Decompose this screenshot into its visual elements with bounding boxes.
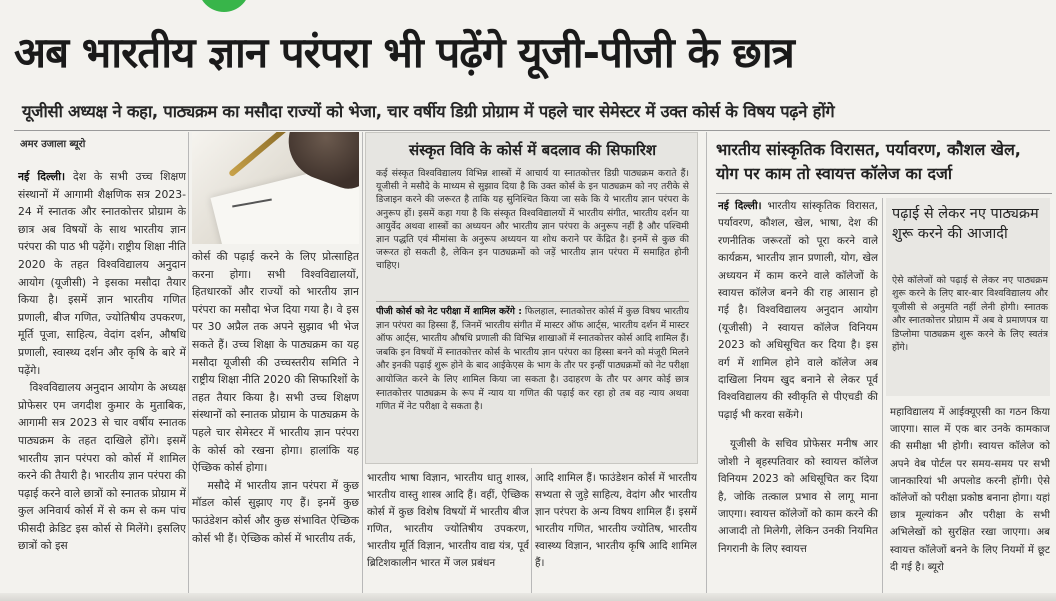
column-1-text-2: विश्वविद्यालय अनुदान आयोग के अध्यक्ष प्रोफेसर एम जगदीश कुमार के मुताबिक, आगामी सत्र 2023 से चार वर्षीय स्नातक पाठ्यक्रम के तहत दाखिले होंगे। इसमें भारतीय ज्ञान परंपरा को कोर्स में शामिल करने की तैयारी है। भारतीय ज्ञान परंपरा की पढ़ाई करने वाले छात्रों को स्नातक प्रोग्राम में कुल अनिवार्य कोर्स में से कम से कम पांच फीसदी क्रेडिट इस कोर्स से मिलेंगे। इसलिए छात्रों को इस	[18, 381, 186, 553]
sanskrit-university-box	[365, 132, 698, 464]
column-2	[192, 248, 359, 596]
divider	[716, 193, 1052, 194]
column-5-text-2: यूजीसी के सचिव प्रोफेसर मनीष आर जोशी ने बृहस्पतिवार को स्वायत्त कॉलेज विनियम 2023 को अधिसूचित कर दिया है, जोकि तत्काल प्रभाव से लागू माना जाएगा। स्वायत्त कॉलेजों को काम करने की आजादी तो मिलेगी, लेकिन उनकी नियमित निगरानी के लिए स्वायत्त	[718, 438, 878, 555]
box-title: संस्कृत विवि के कोर्स में बदलाव की सिफारिश	[408, 141, 657, 159]
column-divider	[362, 132, 363, 601]
column-2-text: कोर्स की पढ़ाई करने के लिए प्रोत्साहित करना होगा। सभी विश्वविद्यालयों, हितधारकों और राज्यों को भारतीय ज्ञान परंपरा का मसौदा भेज दिया गया है। वे इस पर 30 अप्रैल तक अपने सुझाव भी भेज सकते हैं। उच्च शिक्षा के पाठ्यक्रम का यह मसौदा यूजीसी की उच्चस्तरीय समिति ने राष्ट्रीय शिक्षा नीति 2020 की सिफारिशों के तहत तैयार किया है। सभी उच्च शिक्षण संस्थानों को स्नातक प्रोग्राम के पाठ्यक्रम के पहले चार सेमेस्टर में भारतीय ज्ञान परंपरा के कोर्स को रखना होगा। हालांकि यह ऐच्छिक कोर्स होगा।	[192, 250, 359, 475]
box-sub-heading: पीजी कोर्स को नेट परीक्षा में शामिल करेंगे :	[376, 306, 522, 317]
box-body: कई संस्कृत विश्वविद्यालय विभिन्न शास्त्रों में आचार्य या स्नातकोत्तर डिग्री पाठ्यक्रम कराते हैं। यूजीसी ने मसौदे के माध्यम से सुझाव दिया है कि उक्त कोर्स के इन पाठ्यक्रम को नए तरीके से डिजाइन करने की जरूरत है ताकि यह सुनिश्चित किया जा सके कि ये भारतीय ज्ञान परंपरा के अनुरूप हों। इसमें कहा गया है कि संस्कृत विश्वविद्यालयों में भारतीय संगीत, भारतीय दर्शन या आयुर्वेद अथवा शास्त्रों का अध्ययन और भारतीय ज्ञान परंपरा के अनुरूप नहीं है और पश्चिमी ज्ञान पद्धति एवं मीमांसा के अनुरूप अध्ययन या शोध कराने पर केंद्रित है। इनमें से कुछ की जरूरत हो सकती है, लेकिन इन पाठ्यक्रमों को जड़ें भारतीय ज्ञान परंपरा में समाहित होनी चाहिए।	[376, 168, 689, 272]
side-box-body: ऐसे कॉलेजों को पढ़ाई से लेकर नए पाठ्यक्रम शुरू करने के लिए बार-बार विश्वविद्यालय और यूजीसी से अनुमति नहीं लेनी होगी। स्नातक और स्नातकोत्तर प्रोग्राम में अब वे प्रमाणपत्र या डिप्लोमा पाठ्यक्रम शुरू करने के लिए स्वतंत्र होंगे।	[892, 275, 1048, 354]
column-2-text-2: मसौदे में भारतीय ज्ञान परंपरा में कुछ मॉडल कोर्स सुझाए गए हैं। इनमें कुछ फाउंडेशन कोर्स और कुछ संभावित ऐच्छिक कोर्स भी हैं। ऐच्छिक कोर्स में भारतीय तर्क,	[192, 478, 359, 545]
column-5-text: भारतीय सांस्कृतिक विरासत, पर्यावरण, कौशल, खेल, भाषा, देश की रणनीतिक जरूरतों को पूरा करने वाले कार्यक्रम, भारतीय ज्ञान प्रणाली, योग, खेल अध्ययन में काम करने वाले कॉलेजों के स्वायत्त कॉलेज बनने की राह आसान हो गई है। विश्वविद्यालय अनुदान आयोग (यूजीसी) ने स्वायत्त कॉलेज विनियम 2023 को अधिसूचित कर दिया है। इस वर्ग में शामिल होने वाले कॉलेज अब दाखिला नियम खुद बनाने से लेकर पूर्व विश्वविद्यालय की स्वीकृति से पीएचडी की पढ़ाई भी करवा सकेंगे।	[718, 200, 878, 421]
column-6: महाविद्यालय में आईक्यूएसी का गठन किया जाएगा। साल में एक बार उनके कामकाज की समीक्षा भी होगी। स्वायत्त कॉलेज को अपने वेब पोर्टल पर समय-समय पर सभी जानकारियां भी अपलोड करनी होंगी। ऐसे कॉलेजों को परीक्षा प्रकोष्ठ बनाना होगा। यहां छात्र मूल्यांकन और परीक्षा के सभी अभिलेखों को सुरक्षित रखा जाएगा। अब स्वायत्त कॉलेजों बनने के लिए नियमों में छूट दी गई है। ब्यूरो	[890, 407, 1050, 573]
column-1-text: देश के सभी उच्च शिक्षण संस्थानों में आगामी शैक्षणिक सत्र 2023-24 में स्नातक और स्नातकोत्तर प्रोग्राम के छात्र अब विषयों के साथ भारतीय ज्ञान परंपरा की पाठ भी पढ़ेंगे। राष्ट्रीय शिक्षा नीति 2020 के तहत विश्वविद्यालय अनुदान आयोग (यूजीसी) ने इसका मसौदा तैयार किया है। इसमें ज्ञान भारतीय गणित प्रणाली, बीज गणित, ज्योतिषीय उपकरण, मूर्ति पूजा, साहित्य, वेदांग दर्शन, औषधि प्रणाली, स्वास्थ्य दर्शन और कृषि के बारे में पढ़ेंगे।	[18, 170, 186, 377]
green-logo-arc	[198, 0, 250, 12]
subheadline: यूजीसी अध्यक्ष ने कहा, पाठ्यक्रम का मसौदा राज्यों को भेजा, चार वर्षीय डिग्री प्रोग्राम में पहले चार सेमेस्टर में उक्त कोर्स के विषय पढ़ने होंगे	[22, 102, 835, 121]
box-divider	[376, 301, 689, 302]
dateline: नई दिल्ली।	[718, 200, 762, 212]
dateline: नई दिल्ली।	[18, 170, 66, 183]
column-3: भारतीय भाषा विज्ञान, भारतीय धातु शास्त्र, भारतीय वास्तु शास्त्र आदि हैं। वहीं, ऐच्छिक कोर्स में कुछ विशेष विषयों में भारतीय बीज गणित, भारतीय ज्योतिषीय उपकरण, भारतीय मूर्ति विज्ञान, भारतीय वाद्य यंत्र, पूर्व ब्रिटिशकालीन भारत में जल प्रबंधन	[367, 472, 529, 569]
divider	[14, 130, 1050, 131]
writing-hand-photo	[192, 132, 359, 244]
column-divider	[531, 468, 532, 601]
box-subsection	[376, 305, 689, 455]
side-box	[886, 198, 1050, 396]
right-article-heading: भारतीय सांस्कृतिक विरासत, पर्यावरण, कौशल खेल, योग पर काम तो स्वायत्त कॉलेज का दर्जा	[716, 140, 1021, 183]
column-divider	[706, 132, 707, 601]
side-box-title: पढ़ाई से लेकर नए पाठ्यक्रम शुरू करने की आजादी	[892, 206, 1039, 242]
headline: अब भारतीय ज्ञान परंपरा भी पढ़ेंगे यूजी-पीजी के छात्र	[14, 28, 794, 77]
box-sub-text: फिलहाल, स्नातकोत्तर कोर्स में कुछ विषय भारतीय ज्ञान परंपरा का हिस्सा हैं, जिनमें भारतीय संगीत में मास्टर ऑफ आर्ट्स, भारतीय दर्शन में मास्टर ऑफ आर्ट्स, भारतीय औषधि प्रणाली की विभिन्न शाखाओं में स्नातकोत्तर कोर्स आदि शामिल हैं। जबकि इन विषयों में स्नातकोत्तर कोर्स के भारतीय ज्ञान परंपरा का हिस्सा बनने को मंजूरी मिलने और इनकी पढ़ाई शुरू होने के बाद आईकेएस के भाग के तौर पर इन्हीं पाठ्यक्रमों को नेट परीक्षा आयोजित करने के लिए शामिल किया जा सकता है। उदाहरण के तौर पर अगर कोई छात्र स्नातकोत्तर पाठ्यक्रम के रूप में न्याय या गणित की पढ़ाई कर रहा हो तब वह न्याय अथवा गणित में नेट परीक्षा दे सकता है।	[376, 306, 689, 413]
column-divider	[882, 198, 883, 601]
column-4: आदि शामिल हैं। फाउंडेशन कोर्स में भारतीय सभ्यता से जुड़े साहित्य, वेदांग और भारतीय ज्ञान परंपरा के अन्य विषय शामिल हैं। इसमें भारतीय गणित, भारतीय ज्योतिष, भारतीय स्वास्थ्य विज्ञान, भारतीय कृषि आदि शामिल हैं।	[535, 472, 697, 569]
page-bottom-edge	[0, 593, 1056, 601]
column-1	[18, 168, 186, 596]
column-divider	[188, 132, 189, 601]
column-5	[718, 198, 878, 596]
byline: अमर उजाला ब्यूरो	[20, 139, 86, 150]
